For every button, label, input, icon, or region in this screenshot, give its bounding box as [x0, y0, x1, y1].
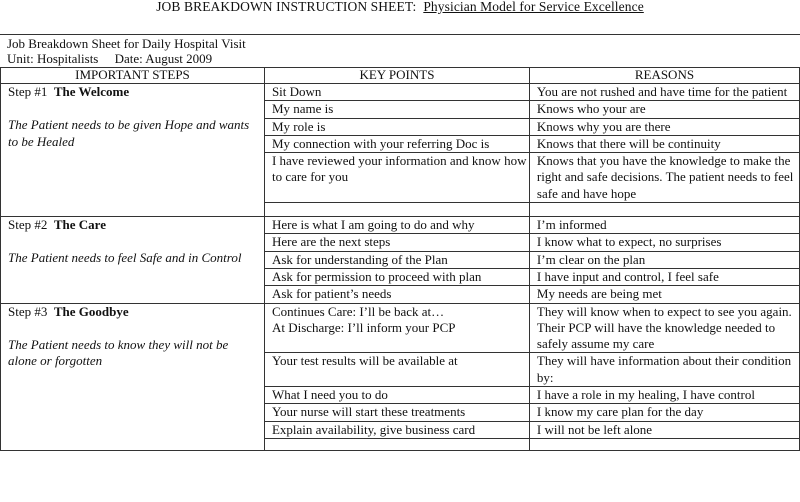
step-number: Step #1 [8, 84, 48, 99]
table-row [1, 84, 800, 101]
column-header-key-points: KEY POINTS [264, 68, 529, 84]
column-header-steps: IMPORTANT STEPS [1, 68, 265, 84]
unit-label: Unit: Hospitalists [7, 51, 99, 66]
reason-cell: You are not rushed and have time for the patient [529, 84, 799, 101]
reason-cell: I know what to expect, no surprises [529, 234, 799, 251]
key-point-cell: Here are the next steps [264, 234, 529, 251]
step-title [8, 84, 264, 100]
key-point-cell [264, 203, 529, 217]
key-point-cell: My name is [264, 101, 529, 118]
table-row [1, 303, 800, 353]
step-title [8, 304, 264, 320]
title-subtitle: Physician Model for Service Excellence [423, 0, 644, 14]
key-point-cell: I have reviewed your information and know how to care for you [264, 153, 529, 203]
key-point-cell: Explain availability, give business card [264, 421, 529, 438]
step-note: The Patient needs to know they will not be alone or forgotten [8, 336, 229, 369]
column-header-row [1, 68, 800, 84]
reason-cell: They will have information about their condition by: [529, 353, 799, 387]
step-note: The Patient needs to be given Hope and wants to be Healed [8, 117, 250, 149]
key-point-cell: Your nurse will start these treatments [264, 404, 529, 421]
reason-cell [529, 438, 799, 450]
reason-cell [529, 203, 799, 217]
reason-cell: I will not be left alone [529, 421, 799, 438]
reason-cell: I’m clear on the plan [529, 251, 799, 268]
unit-date-line [7, 51, 212, 66]
reason-cell: Knows that there will be continuity [529, 135, 799, 152]
step-title [8, 217, 264, 233]
step-cell [1, 217, 265, 303]
reason-cell: I have a role in my healing, I have control [529, 387, 799, 404]
job-breakdown-table [0, 67, 800, 451]
reason-cell: They will know when to expect to see you again. Their PCP will have the knowledge needed to safely assume my care [529, 303, 799, 353]
key-point-cell: My connection with your referring Doc is [264, 135, 529, 152]
key-point-cell: Continues Care: I’ll be back at… At Discharge: I’ll inform your PCP [264, 303, 529, 353]
key-point-cell [264, 438, 529, 450]
key-point-cell: Ask for permission to proceed with plan [264, 268, 529, 285]
title-prefix: JOB BREAKDOWN INSTRUCTION SHEET: [156, 0, 417, 14]
key-point-cell: Ask for understanding of the Plan [264, 251, 529, 268]
reason-cell: My needs are being met [529, 286, 799, 303]
sheet-header [0, 34, 800, 68]
step-name: The Welcome [53, 84, 130, 99]
reason-cell: Knows that you have the knowledge to make the right and safe decisions. The patient needs to feel safe and have hope [529, 153, 799, 203]
step-cell [1, 303, 265, 450]
key-point-cell: Ask for patient’s needs [264, 286, 529, 303]
key-point-cell: Here is what I am going to do and why [264, 217, 529, 234]
reason-cell: Knows why you are there [529, 118, 799, 135]
table-body [1, 84, 800, 451]
reason-cell: Knows who your are [529, 101, 799, 118]
date-label: Date: August 2009 [114, 51, 213, 66]
document-title [0, 0, 800, 18]
step-name: The Goodbye [53, 303, 129, 319]
reason-cell: I have input and control, I feel safe [529, 268, 799, 285]
key-point-cell: Your test results will be available at [264, 353, 529, 387]
step-name: The Care [53, 217, 106, 233]
step-cell [1, 84, 265, 217]
key-point-cell: Sit Down [264, 84, 529, 101]
sheet-name: Job Breakdown Sheet for Daily Hospital Visit [7, 36, 246, 51]
step-note: The Patient needs to feel Safe and in Control [8, 250, 242, 266]
step-number: Step #3 [8, 303, 48, 319]
reason-cell: I’m informed [529, 217, 799, 234]
key-point-cell: My role is [264, 118, 529, 135]
table-row [1, 217, 800, 234]
column-header-reasons: REASONS [529, 68, 799, 84]
reason-cell: I know my care plan for the day [529, 404, 799, 421]
key-point-cell: What I need you to do [264, 387, 529, 404]
step-number: Step #2 [8, 217, 48, 233]
